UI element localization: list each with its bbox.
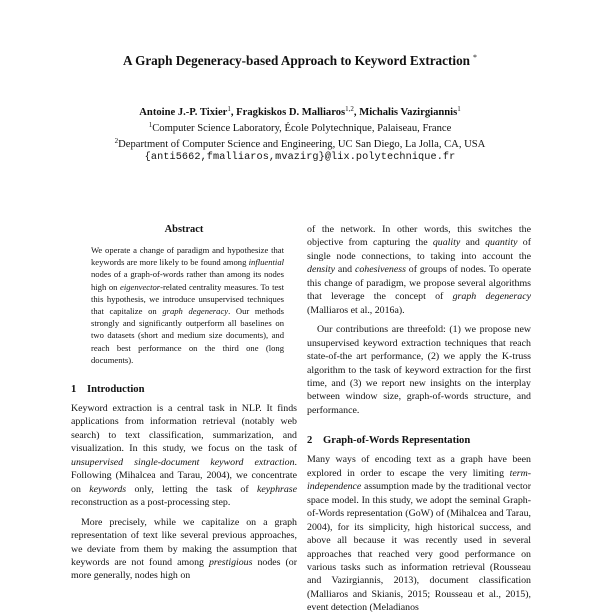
gow-paragraph-1: Many ways of encoding text as a graph have been explored in order to escape the very limiting term-independence assumption made by the traditional vector space model. In this study, we adopt the seminal Graph-of-Words representation (GoW) of (Mihalcea and Tarau, 2004), for its simplicity, high historical success, and above all because it was recently used in several approaches that reached very good performance on various tasks such as information retrieval (Rousseau and Vazirgiannis, 2013), document classification (Malliaros and Skianis, 2015; Rousseau et al., 2015), event detection (Meladianos: [307, 454, 531, 614]
right-column: [307, 223, 531, 615]
author-names: Antoine J.-P. Tixier$^1$, Fragkiskos D. Malliaros$^{1,2}$, Michalis Vazirgiannis$^1$: [139, 105, 461, 118]
intro-paragraph-4: Our contributions are threefold: (1) we propose new unsupervised keyword extraction techniques that reach state-of-the art performance, (2) we apply the K-truss algorithm to the task of keyword extraction for the first time, and (3) we report new insights on the interplay between window size, graph-of-words structure, and performance.: [307, 324, 531, 416]
section-heading-graph-of-words: [307, 434, 531, 447]
intro-paragraph-2: More precisely, while we capitalize on a graph representation of text like several previous approaches, we deviate from them by making the assumption that keywords are not found among prestigious nodes (or more generally, nodes high on: [71, 516, 297, 582]
affiliation-line: [0, 119, 600, 135]
intro-paragraph-3: of the network. In other words, this switches the objective from capturing the quality and quantity of single node connections, to taking into account the density and cohesiveness of groups of nodes. To operate this change of paradigm, we propose several algorithms that leverage the concept of graph degeneracy (Malliaros et al., 2016a).: [307, 224, 531, 316]
author-email: {anti5662,fmalliaros,mvazirg}@lix.polytechnique.fr: [144, 152, 456, 163]
author-affil-mark: 1: [227, 105, 231, 113]
intro-paragraph-1: Keyword extraction is a central task in NLP. It finds applications from information retrieval (notably web search) to text classification, summarization, and visualization. In this study, we focus on the task of unsupervised single-document keyword extraction. Following (Mihalcea and Tarau, 2004), we concentrate on keywords only, letting the task of keyphrase reconstruction as a post-processing step.: [71, 403, 298, 509]
abstract-body: We operate a change of paradigm and hypothesize that keywords are more likely to be found among influential nodes of a graph-of-words rather than among its nodes high on eigenvector-related centrality measures. To test this hypothesis, we introduce unsupervised techniques that capitalize on graph degeneracy. Our methods strongly and significantly outperform all baselines on two datasets (short and medium size documents), and reach best performance on the third one (long documents).: [91, 245, 284, 365]
affiliation-line: [0, 135, 600, 151]
author-name: Antoine J.-P. Tixier: [139, 107, 228, 118]
section-title: Graph-of-Words Representation: [323, 435, 471, 447]
affiliation-text: Department of Computer Science and Engineering, UC San Diego, La Jolla, CA, USA: [118, 139, 486, 150]
author-affil-mark: 1,2: [345, 105, 354, 113]
title-footnote-mark: *: [473, 53, 477, 62]
author-block: [0, 103, 600, 164]
author-name: Michalis Vazirgiannis: [359, 107, 458, 118]
affiliation-mark: 2: [114, 137, 119, 145]
affiliation-mark: 1: [148, 121, 153, 129]
section-title: Introduction: [87, 384, 145, 396]
affiliation-text: Computer Science Laboratory, École Polytechnique, Palaiseau, France: [152, 123, 452, 134]
section-number: 1: [71, 384, 77, 396]
paper-title: [0, 50, 600, 69]
section-number: 2: [307, 435, 313, 447]
author-affil-mark: 1: [457, 105, 461, 113]
paper-title-text: A Graph Degeneracy-based Approach to Keyword Extraction: [122, 53, 470, 68]
section-heading-introduction: [71, 383, 297, 396]
left-column: [71, 223, 297, 583]
author-name: Fragkiskos D. Malliaros: [236, 107, 346, 118]
abstract-heading: Abstract: [164, 224, 204, 235]
